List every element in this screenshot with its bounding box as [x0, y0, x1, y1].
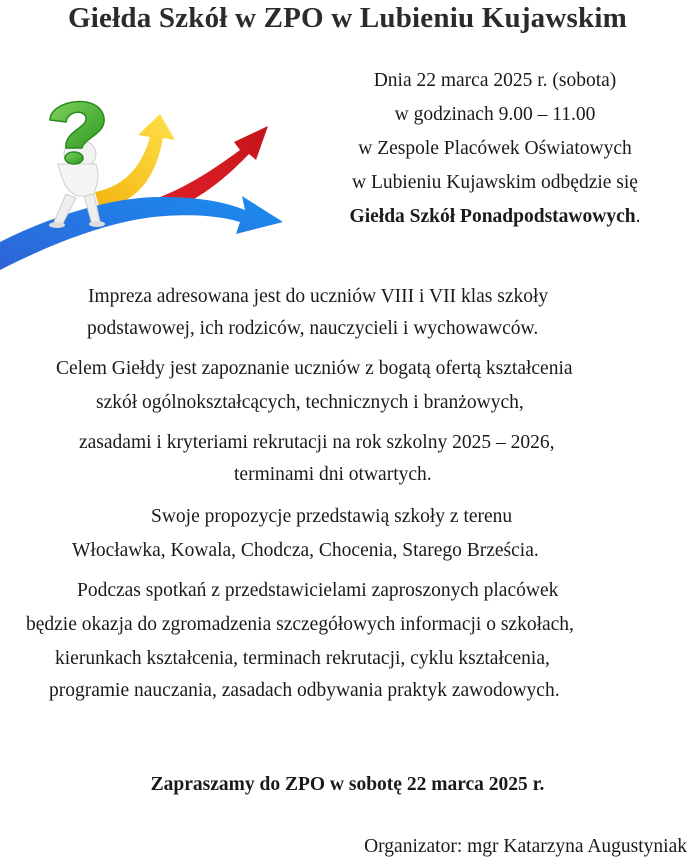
- audience-line-1: Impreza adresowana jest do uczniów VIII i VII klas szkoły: [88, 286, 549, 307]
- meeting-line-4: programie nauczania, zasadach odbywania praktyk zawodowych.: [49, 680, 560, 701]
- event-date: Dnia 22 marca 2025 r. (sobota): [373, 70, 617, 91]
- event-name-line: Giełda Szkół Ponadpodstawowych.: [349, 206, 641, 227]
- goal-line-3: zasadami i kryteriami rekrutacji na rok szkolny 2025 – 2026,: [79, 432, 555, 453]
- page-title: Giełda Szkół w ZPO w Lubieniu Kujawskim: [68, 2, 627, 34]
- yellow-arrow-icon: [95, 114, 175, 210]
- event-announcement: [300, 64, 690, 234]
- schools-line-1: Swoje propozycje przedstawią szkoły z terenu: [151, 506, 513, 527]
- meeting-line-2: będzie okazja do zgromadzenia szczegółowych informacji o szkołach,: [26, 614, 574, 635]
- goal-line-4: terminami dni otwartych.: [234, 464, 432, 485]
- schools-line-2: Włocławka, Kowala, Chodcza, Chocenia, Starego Brześcia.: [72, 540, 539, 561]
- goal-line-2: szkół ogólnokształcących, technicznych i branżowych,: [96, 392, 524, 413]
- meeting-line-3: kierunkach kształcenia, terminach rekrutacji, cyklu kształcenia,: [55, 648, 550, 669]
- organizer-signature: Organizator: mgr Katarzyna Augustyniak: [364, 836, 687, 857]
- blue-arrow-icon: [0, 196, 283, 270]
- invitation-text: Zapraszamy do ZPO w sobotę 22 marca 2025 r.: [150, 774, 545, 795]
- person-question-arrows-icon: [0, 92, 285, 270]
- goal-line-1: Celem Giełdy jest zapoznanie uczniów z bogatą ofertą kształcenia: [56, 358, 573, 379]
- event-hours: w godzinach 9.00 – 11.00: [394, 104, 596, 125]
- meeting-line-1: Podczas spotkań z przedstawicielami zaproszonych placówek: [77, 580, 559, 601]
- audience-line-2: podstawowej, ich rodziców, nauczycieli i wychowawców.: [87, 318, 539, 339]
- event-location: w Lubieniu Kujawskim odbędzie się: [352, 172, 638, 193]
- event-name: Giełda Szkół Ponadpodstawowych: [349, 206, 636, 227]
- event-venue: w Zespole Placówek Oświatowych: [358, 138, 632, 159]
